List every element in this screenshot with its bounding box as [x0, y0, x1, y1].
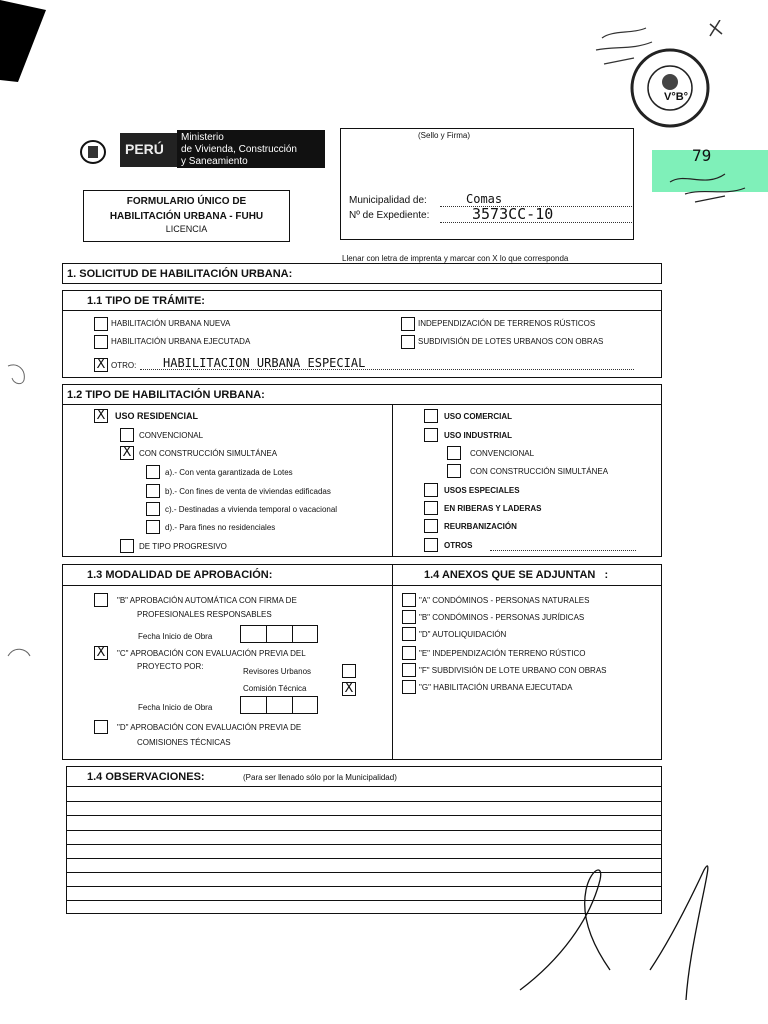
tramite-otro-line [140, 369, 634, 370]
corner-mark [0, 0, 50, 85]
sello-box [340, 128, 634, 240]
obs-line-1[interactable] [66, 786, 662, 787]
ministry-line-2: de Vivienda, Construcción [181, 144, 297, 155]
tramite-ejecutada-label: HABILITACIÓN URBANA EJECUTADA [111, 337, 251, 346]
section1-title: 1. SOLICITUD DE HABILITACIÓN URBANA: [67, 268, 293, 280]
anexo-g-checkbox[interactable] [402, 680, 416, 694]
tramite-ejecutada-checkbox[interactable] [94, 335, 108, 349]
obs-line-4[interactable] [66, 830, 662, 831]
riberas-checkbox[interactable] [424, 501, 438, 515]
modalidad-b-label-2: PROFESIONALES RESPONSABLES [137, 610, 272, 619]
comercial-checkbox[interactable] [424, 409, 438, 423]
expediente-value[interactable]: 3573CC-10 [472, 205, 554, 223]
municipal-stamp [582, 20, 732, 130]
reurbanizacion-label: REURBANIZACIÓN [444, 522, 517, 531]
residencial-label: USO RESIDENCIAL [115, 411, 199, 421]
peru-shield-icon [78, 138, 108, 166]
riberas-label: EN RIBERAS Y LADERAS [444, 504, 542, 513]
anexo-e-label: "E" INDEPENDIZACIÓN TERRENO RÚSTICO [419, 649, 586, 658]
sub-c-label: c).- Destinadas a vivienda temporal o vacacional [165, 505, 338, 514]
residencial-checkbox[interactable]: X [94, 409, 108, 423]
sub-a-checkbox[interactable] [146, 465, 160, 479]
tramite-divider [62, 310, 662, 311]
note-number: 79 [692, 146, 712, 165]
anexo-a-label: "A" CONDÓMINOS - PERSONAS NATURALES [419, 596, 590, 605]
comision-checkbox[interactable]: X [342, 682, 356, 696]
sub-b-label: b).- Con fines de venta de viviendas edificadas [165, 487, 331, 496]
comision-label: Comisión Técnica [243, 684, 307, 693]
revisores-label: Revisores Urbanos [243, 667, 312, 676]
margin-mark-2 [4, 640, 34, 670]
fecha-inicio-1[interactable] [240, 625, 318, 643]
reurbanizacion-checkbox[interactable] [424, 519, 438, 533]
tramite-subdivision-checkbox[interactable] [401, 335, 415, 349]
sub-d-checkbox[interactable] [146, 520, 160, 534]
anexo-f-checkbox[interactable] [402, 663, 416, 677]
ministry-line-1: Ministerio [181, 132, 224, 143]
progresivo-label: DE TIPO PROGRESIVO [139, 542, 227, 551]
form-subtitle: LICENCIA [165, 224, 208, 234]
tipo-hu-title: 1.2 TIPO DE HABILITACIÓN URBANA: [67, 389, 265, 401]
expediente-label: Nº de Expediente: [349, 210, 430, 221]
observaciones-title: 1.4 OBSERVACIONES: [87, 771, 205, 783]
anexo-d-label: "D" AUTOLIQUIDACIÓN [419, 630, 507, 639]
obs-line-2[interactable] [66, 801, 662, 802]
modalidad-c-label-1: "C" APROBACIÓN CON EVALUACIÓN PREVIA DEL [117, 649, 306, 658]
municipalidad-value[interactable]: Comas [466, 192, 503, 206]
sello-label: (Sello y Firma) [418, 131, 471, 140]
modalidad-b-checkbox[interactable] [94, 593, 108, 607]
anexo-e-checkbox[interactable] [402, 646, 416, 660]
tipo-hu-divider [62, 404, 662, 405]
fecha-label-1: Fecha Inicio de Obra [138, 632, 213, 641]
tramite-title: 1.1 TIPO DE TRÁMITE: [87, 295, 205, 307]
fecha-label-2: Fecha Inicio de Obra [138, 703, 213, 712]
otros-label: OTROS [444, 541, 473, 550]
especiales-checkbox[interactable] [424, 483, 438, 497]
sub-b-checkbox[interactable] [146, 484, 160, 498]
municipalidad-label: Municipalidad de: [349, 195, 427, 206]
otros-checkbox[interactable] [424, 538, 438, 552]
note-scribble [665, 162, 755, 207]
anexo-d-checkbox[interactable] [402, 627, 416, 641]
modalidad-d-checkbox[interactable] [94, 720, 108, 734]
brand-text: PERÚ [125, 141, 164, 157]
ind-convencional-checkbox[interactable] [447, 446, 461, 460]
anexo-b-label: "B" CONDÓMINOS - PERSONAS JURÍDICAS [419, 613, 585, 622]
modalidad-d-label-1: "D" APROBACIÓN CON EVALUACIÓN PREVIA DE [117, 723, 302, 732]
tramite-otro-value[interactable]: HABILITACION URBANA ESPECIAL [163, 356, 366, 370]
progresivo-checkbox[interactable] [120, 539, 134, 553]
obs-line-5[interactable] [66, 844, 662, 845]
ind-construccion-label: CON CONSTRUCCIÓN SIMULTÁNEA [470, 467, 609, 476]
ind-convencional-label: CONVENCIONAL [470, 449, 535, 458]
ministry-line-3: y Saneamiento [181, 156, 248, 167]
modalidad-d-label-2: COMISIONES TÉCNICAS [137, 738, 231, 747]
otros-line [490, 550, 636, 551]
revisores-checkbox[interactable] [342, 664, 356, 678]
observaciones-note: (Para ser llenado sólo por la Municipalidad) [243, 773, 397, 782]
industrial-checkbox[interactable] [424, 428, 438, 442]
anexo-g-label: "G" HABILITACIÓN URBANA EJECUTADA [419, 683, 573, 692]
tramite-nueva-label: HABILITACIÓN URBANA NUEVA [111, 319, 231, 328]
convencional-checkbox[interactable] [120, 428, 134, 442]
signature [500, 850, 730, 1010]
ind-construccion-checkbox[interactable] [447, 464, 461, 478]
modalidad-c-label-2: PROYECTO POR: [137, 662, 204, 671]
modalidad-c-checkbox[interactable]: X [94, 646, 108, 660]
modalidad-title: 1.3 MODALIDAD DE APROBACIÓN: [87, 569, 273, 581]
industrial-label: USO INDUSTRIAL [444, 431, 512, 440]
instruction-text: Llenar con letra de imprenta y marcar con X lo que corresponda [342, 254, 569, 263]
modalidad-divider [62, 585, 662, 586]
con-construccion-label: CON CONSTRUCCIÓN SIMULTÁNEA [139, 449, 278, 458]
tramite-otro-checkbox[interactable]: X [94, 358, 108, 372]
modalidad-vertical-divider [392, 564, 393, 760]
tramite-subdivision-label: SUBDIVISIÓN DE LOTES URBANOS CON OBRAS [418, 337, 604, 346]
obs-line-3[interactable] [66, 815, 662, 816]
anexo-b-checkbox[interactable] [402, 610, 416, 624]
stamp-text: V°B° [664, 91, 689, 103]
convencional-label: CONVENCIONAL [139, 431, 204, 440]
anexo-f-label: "F" SUBDIVISIÓN DE LOTE URBANO CON OBRAS [419, 666, 607, 675]
sub-d-label: d).- Para fines no residenciales [165, 523, 276, 532]
tramite-independizacion-checkbox[interactable] [401, 317, 415, 331]
tramite-independizacion-label: INDEPENDIZACIÓN DE TERRENOS RÚSTICOS [418, 319, 596, 328]
anexos-title: 1.4 ANEXOS QUE SE ADJUNTAN : [424, 569, 609, 581]
sub-c-checkbox[interactable] [146, 502, 160, 516]
especiales-label: USOS ESPECIALES [444, 486, 520, 495]
tramite-nueva-checkbox[interactable] [94, 317, 108, 331]
form-title-1: FORMULARIO ÚNICO DE [126, 196, 247, 207]
form-title-2: HABILITACIÓN URBANA - FUHU [109, 211, 264, 222]
fecha-inicio-2[interactable] [240, 696, 318, 714]
modalidad-b-label-1: "B" APROBACIÓN AUTOMÁTICA CON FIRMA DE [117, 596, 297, 605]
tramite-otro-label: OTRO: [111, 361, 137, 370]
margin-mark-1 [4, 360, 34, 390]
tipo-hu-vertical-divider [392, 404, 393, 557]
anexo-a-checkbox[interactable] [402, 593, 416, 607]
comercial-label: USO COMERCIAL [444, 412, 512, 421]
con-construccion-checkbox[interactable]: X [120, 446, 134, 460]
sub-a-label: a).- Con venta garantizada de Lotes [165, 468, 293, 477]
